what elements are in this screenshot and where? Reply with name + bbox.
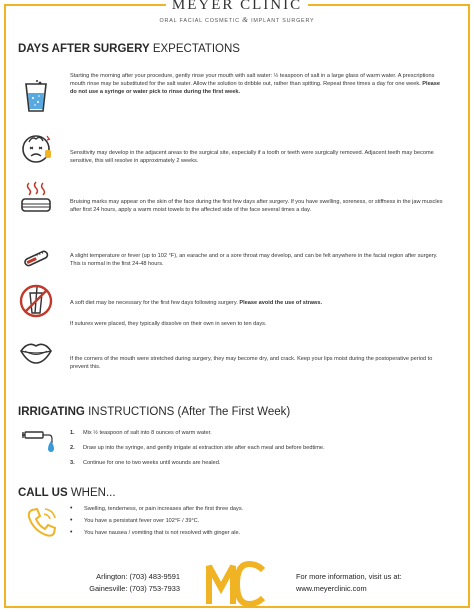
clinic-subtitle-amp: &	[242, 15, 249, 24]
arlington-phone[interactable]: Arlington: (703) 483-9591	[96, 572, 180, 581]
step-text: Continue for one to two weeks until wounds are healed.	[83, 460, 221, 466]
salt-water-glass-icon	[18, 78, 54, 114]
clinic-header	[0, 0, 474, 24]
step-number: 2.	[70, 445, 75, 451]
thermometer-icon	[18, 240, 54, 276]
days-heading	[18, 43, 240, 55]
irrigation-syringe-icon	[22, 425, 58, 461]
lips-icon	[18, 333, 54, 369]
warm-towel-icon	[18, 179, 54, 215]
expectation-text	[70, 299, 448, 307]
bullet: •	[70, 505, 73, 512]
expectation-extra-text: If sutures were placed, they typically dissolve on their own in seven to ten days.	[70, 321, 267, 327]
expectation-text-bold: Please do not use a syringe or water pick to rinse during the first week.	[70, 81, 441, 95]
website-info	[296, 571, 446, 595]
condition-text: Swelling, tenderness, or pain increases after the first three days.	[84, 506, 244, 512]
website-link[interactable]: www.meyerclinic.com	[296, 584, 367, 593]
condition-text: You have nausea / vomiting that is not resolved with ginger ale.	[84, 530, 241, 536]
days-heading-bold: DAYS AFTER SURGERY	[18, 43, 150, 55]
expectation-text: Bruising marks may appear on the skin of the face during the first few days after surgery. If you have swelling, soreness, or stiffness in the jaw muscles after first 24 hours, apply a warm moist towels to the affected side of the face several times a day.	[70, 199, 443, 213]
expectation-text	[70, 72, 448, 96]
call-heading	[18, 487, 116, 499]
call-heading-bold: CALL US	[18, 487, 68, 499]
list-item	[70, 430, 460, 445]
list-item	[70, 518, 460, 530]
expectation-text-main: Starting the morning after your procedure, gently rinse your mouth with salt water: ½ teaspoon of salt in a large glass of warm water. A prescriptions mouth rinse may be substituted for the salt water. Allow the solution to dribble out, rather than spitting. Repeat three times a day for one week.	[70, 73, 435, 87]
step-text: Mix ½ teaspoon of salt into 8 ounces of warm water.	[83, 430, 212, 436]
meyer-clinic-mc-logo	[205, 560, 269, 606]
clinic-subtitle	[0, 15, 474, 24]
expectation-text: If the corners of the mouth were stretched during surgery, they may become dry, and crack. Keep your lips moist during the postoperative period to prevent this.	[70, 356, 433, 370]
step-number: 1.	[70, 430, 75, 436]
list-item	[70, 460, 460, 475]
list-item	[70, 445, 460, 460]
phone-icon	[24, 504, 60, 540]
expectation-text: A slight temperature or fever (up to 102 °F), an earache and or a sore throat may develop, and can be felt anywhere in the facial region after surgery. This is normal in the first 24-48 hours.	[70, 253, 438, 267]
irrigating-steps	[70, 430, 460, 475]
no-straws-icon	[18, 283, 54, 319]
expectation-text: Sensitivity may develop in the adjacent areas to the surgical site, especially if a tooth or teeth were surgically removed. Adjacent teeth may become sensitive, this will resolve in approximately 2 weeks.	[70, 150, 434, 164]
step-text: Draw up into the syringe, and gently irrigate at extraction site after each meal and before bedtime.	[83, 445, 325, 451]
bullet: •	[70, 517, 73, 524]
expectation-text-main: A soft diet may be necessary for the first few days following surgery.	[70, 300, 238, 306]
irrigating-heading-rest: INSTRUCTIONS (After The First Week)	[84, 406, 291, 418]
phone-numbers	[62, 571, 180, 595]
condition-text: You have a persistant fever over 102°F / 39°C.	[84, 518, 200, 524]
bullet: •	[70, 529, 73, 536]
days-heading-rest: EXPECTATIONS	[149, 43, 240, 55]
sore-face-icon	[18, 130, 54, 166]
gainesville-phone[interactable]: Gainesville: (703) 753-7933	[89, 584, 180, 593]
clinic-name: MEYER CLINIC	[166, 0, 308, 14]
expectation-text-bold: Please avoid the use of straws.	[237, 300, 323, 306]
list-item	[70, 530, 460, 542]
list-item	[70, 506, 460, 518]
clinic-subtitle-left: ORAL FACIAL COSMETIC	[159, 18, 240, 24]
step-number: 3.	[70, 460, 75, 466]
clinic-subtitle-right: IMPLANT SURGERY	[251, 18, 315, 24]
info-line: For more information, visit us at:	[296, 572, 402, 581]
call-conditions	[70, 506, 460, 542]
call-heading-rest: WHEN...	[67, 487, 116, 499]
irrigating-heading	[18, 406, 290, 418]
irrigating-heading-bold: IRRIGATING	[18, 406, 85, 418]
